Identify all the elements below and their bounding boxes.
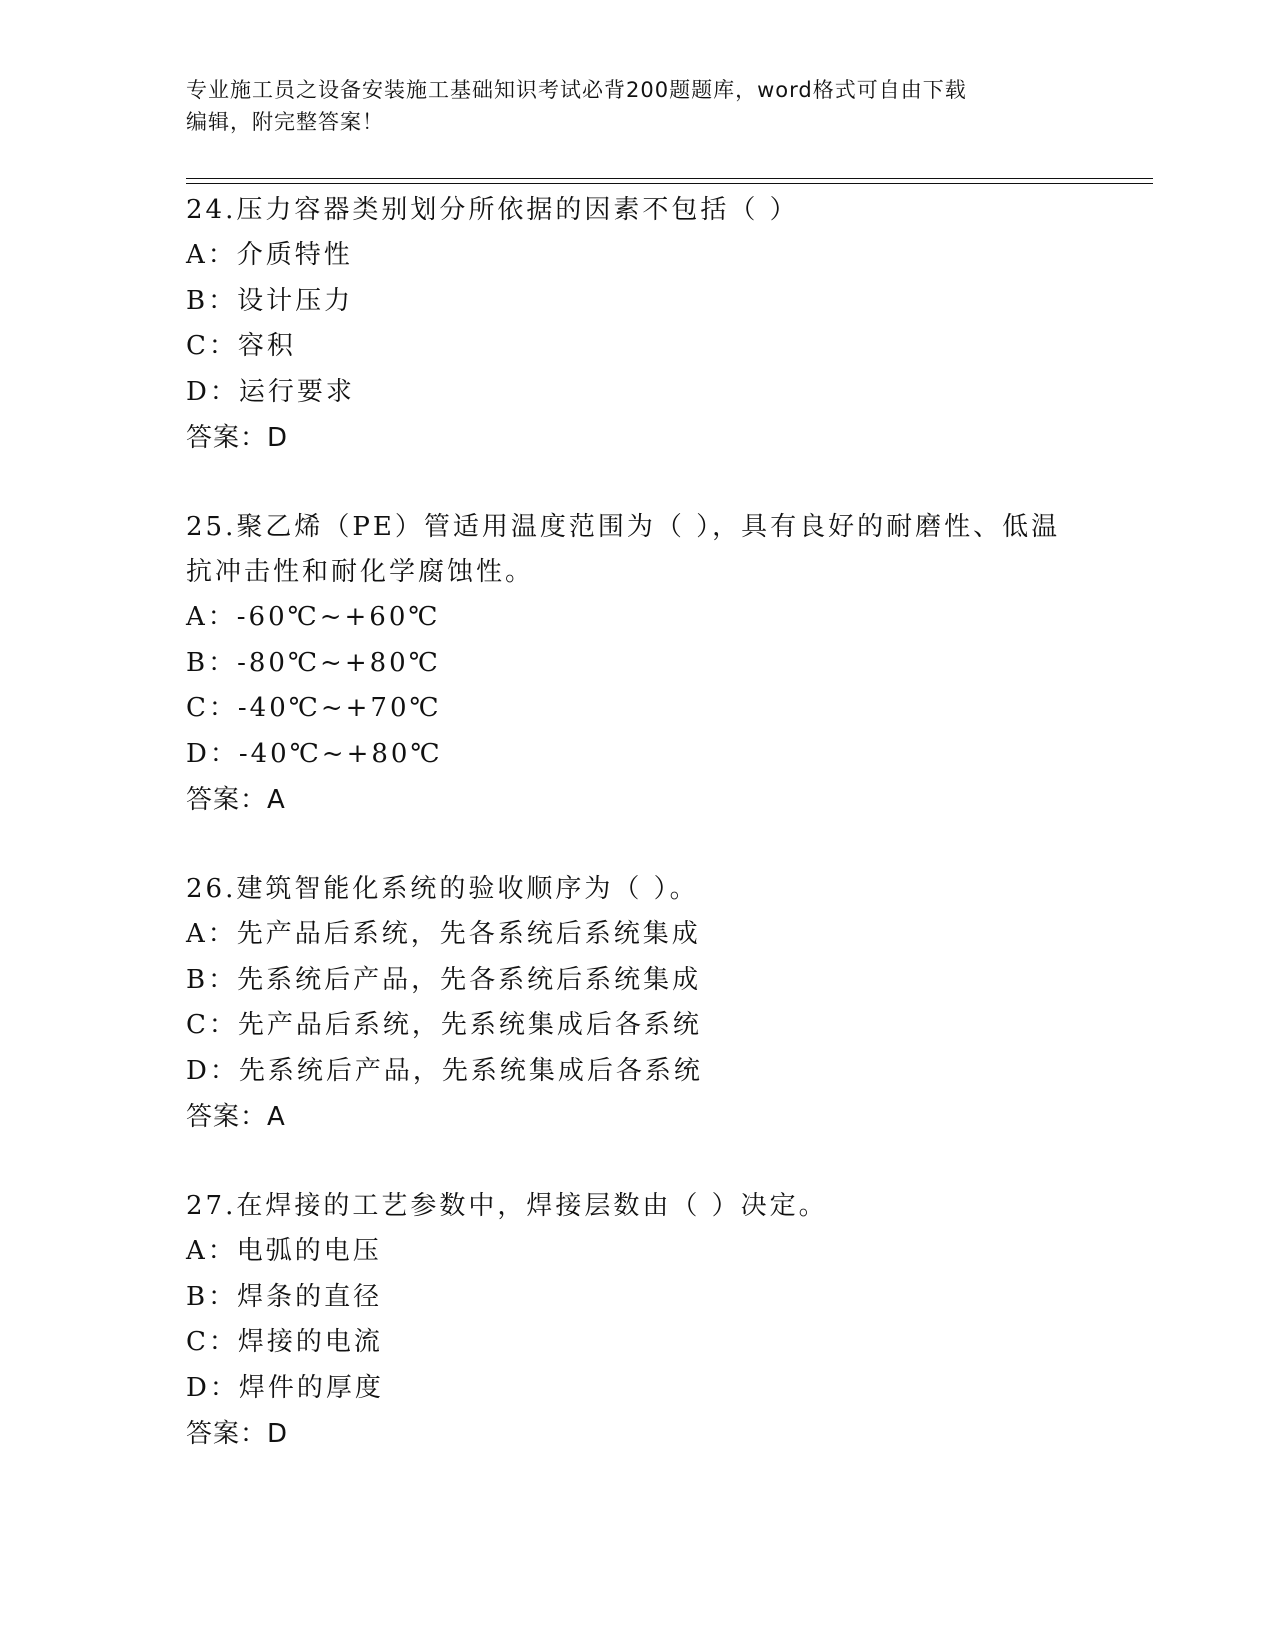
question-24 [186,188,1086,461]
option-c: C：先产品后系统，先系统集成后各系统 [186,1010,702,1040]
option-b: B：设计压力 [186,285,354,316]
question-stem: 24.压力容器类别划分所依据的因素不包括（ ） [186,195,799,225]
question-27 [186,1184,1086,1457]
question-26 [186,867,1086,1140]
option-a: A：-60℃~+60℃ [186,602,441,632]
option-a: A：电弧的电压 [186,1236,382,1266]
answer-line: 答案：D [186,1419,289,1449]
header-title-line-2: 编辑，附完整答案！ [186,110,384,134]
answer-line: 答案：A [186,1102,286,1132]
option-b: B：先系统后产品，先各系统后系统集成 [186,964,702,995]
answer-line: 答案：A [186,785,286,815]
option-d: D：先系统后产品，先系统集成后各系统 [186,1055,703,1086]
option-d: D：运行要求 [186,376,355,407]
header-divider-top [186,178,1153,179]
header-title-line-1: 专业施工员之设备安装施工基础知识考试必背200题题库，word格式可自由下载 [186,78,967,102]
question-stem: 27.在焊接的工艺参数中，焊接层数由（ ）决定。 [186,1191,828,1221]
question-stem: 26.建筑智能化系统的验收顺序为（ ）。 [186,874,699,904]
question-25 [186,505,1086,823]
answer-line: 答案：D [186,423,289,453]
option-d: D：-40℃~+80℃ [186,738,443,769]
option-a: A：先产品后系统，先各系统后系统集成 [186,919,701,949]
option-c: C：容积 [186,331,296,361]
header-divider-bottom [186,183,1153,184]
question-stem: 25.聚乙烯（PE）管适用温度范围为（ ），具有良好的耐磨性、低温抗冲击性和耐化学腐蚀性。 [186,512,1061,587]
option-d: D：焊件的厚度 [186,1372,384,1403]
question-list [186,188,1086,1501]
option-a: A：介质特性 [186,240,353,270]
option-b: B：-80℃~+80℃ [186,647,441,678]
option-c: C：焊接的电流 [186,1327,383,1357]
option-c: C：-40℃~+70℃ [186,693,442,723]
option-b: B：焊条的直径 [186,1281,383,1312]
document-header [186,74,1086,138]
